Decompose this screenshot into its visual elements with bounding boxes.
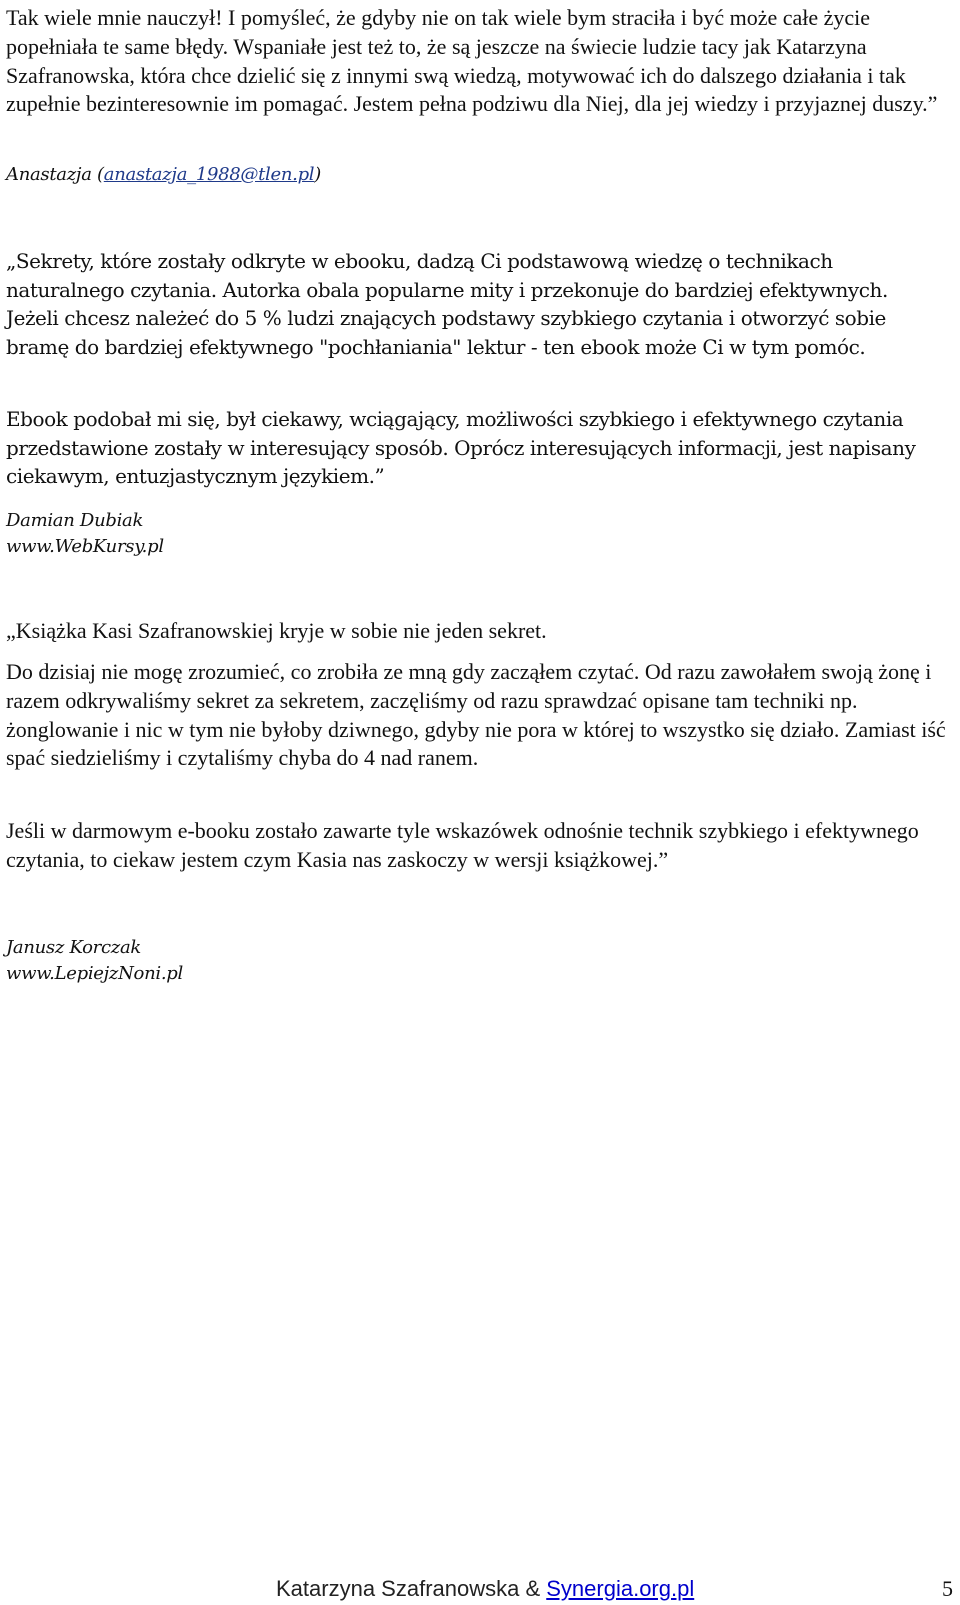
author-name: Anastazja ( (6, 164, 104, 185)
testimonial-janusz-paragraph-1: „Książka Kasi Szafranowskiej kryje w sobie nie jeden sekret. (6, 618, 547, 643)
author-name: Janusz Korczak (6, 937, 141, 958)
testimonial-janusz-paragraph-2: Do dzisiaj nie mogę zrozumieć, co zrobiła ze mną gdy zacząłem czytać. Od razu zawołałem swoją żonę i razem odkrywaliśmy sekret za sekretem, zaczęliśmy od razu sprawdzać opisane tam techniki np. żonglowanie i nic w tym nie byłoby dziwnego, gdyby nie pora w której to wszystko się działo. Zamiast iść spać siedzieliśmy i czytaliśmy chyba do 4 nad ranem. (6, 659, 946, 771)
author-site: www.WebKursy.pl (6, 536, 164, 557)
testimonial-damian-paragraph-1: „Sekrety, które zostały odkryte w ebooku, dadzą Ci podstawową wiedzę o technikach naturalnego czytania. Autorka obala popularne mity i przekonuje do bardziej efektywnych. Jeżeli chcesz należeć do 5 % ludzi znających podstawy szybkiego czytania i otworzyć sobie bramę do bardziej efektywnego "pochłaniania" lektur - ten ebook może Ci w tym pomóc. (6, 249, 888, 359)
author-close-paren: ) (314, 164, 321, 185)
footer-credit (276, 1576, 694, 1602)
footer-site-link[interactable]: Synergia.org.pl (546, 1576, 695, 1601)
testimonial-damian-signature (6, 508, 946, 560)
testimonial-janusz-paragraph-3: Jeśli w darmowym e-booku zostało zawarte tyle wskazówek odnośnie technik szybkiego i efektywnego czytania, to ciekaw jestem czym Kasia nas zaskoczy w wersji książkowej.” (6, 818, 919, 872)
author-email-link[interactable]: anastazja_1988@tlen.pl (103, 164, 315, 185)
footer-author-name: Katarzyna Szafranowska & (276, 1576, 547, 1601)
testimonial-damian-paragraph-2: Ebook podobał mi się, był ciekawy, wciągający, możliwości szybkiego i efektywnego czytania przedstawione zostały w interesujący sposób. Oprócz interesujących informacji, jest napisany ciekawym, entuzjastycznym językiem.” (6, 407, 916, 488)
author-site: www.LepiejzNoni.pl (6, 963, 183, 984)
page-number: 5 (942, 1576, 953, 1601)
testimonial-anastazja-text: Tak wiele mnie nauczył! I pomyśleć, że gdyby nie on tak wiele bym straciła i być może całe życie popełniała te same błędy. Wspaniałe jest też to, że są jeszcze na świecie ludzie tacy jak Katarzyna Szafranowska, która chce dzielić się z innymi swą wiedzą, motywować ich do dalszego działania i tak zupełnie bezinteresownie im pomagać. Jestem pełna podziwu dla Niej, dla jej wiedzy i przyjaznej duszy.” (6, 5, 938, 117)
testimonial-janusz-signature (6, 935, 946, 987)
testimonial-anastazja-signature (6, 162, 946, 188)
author-name: Damian Dubiak (6, 510, 144, 531)
